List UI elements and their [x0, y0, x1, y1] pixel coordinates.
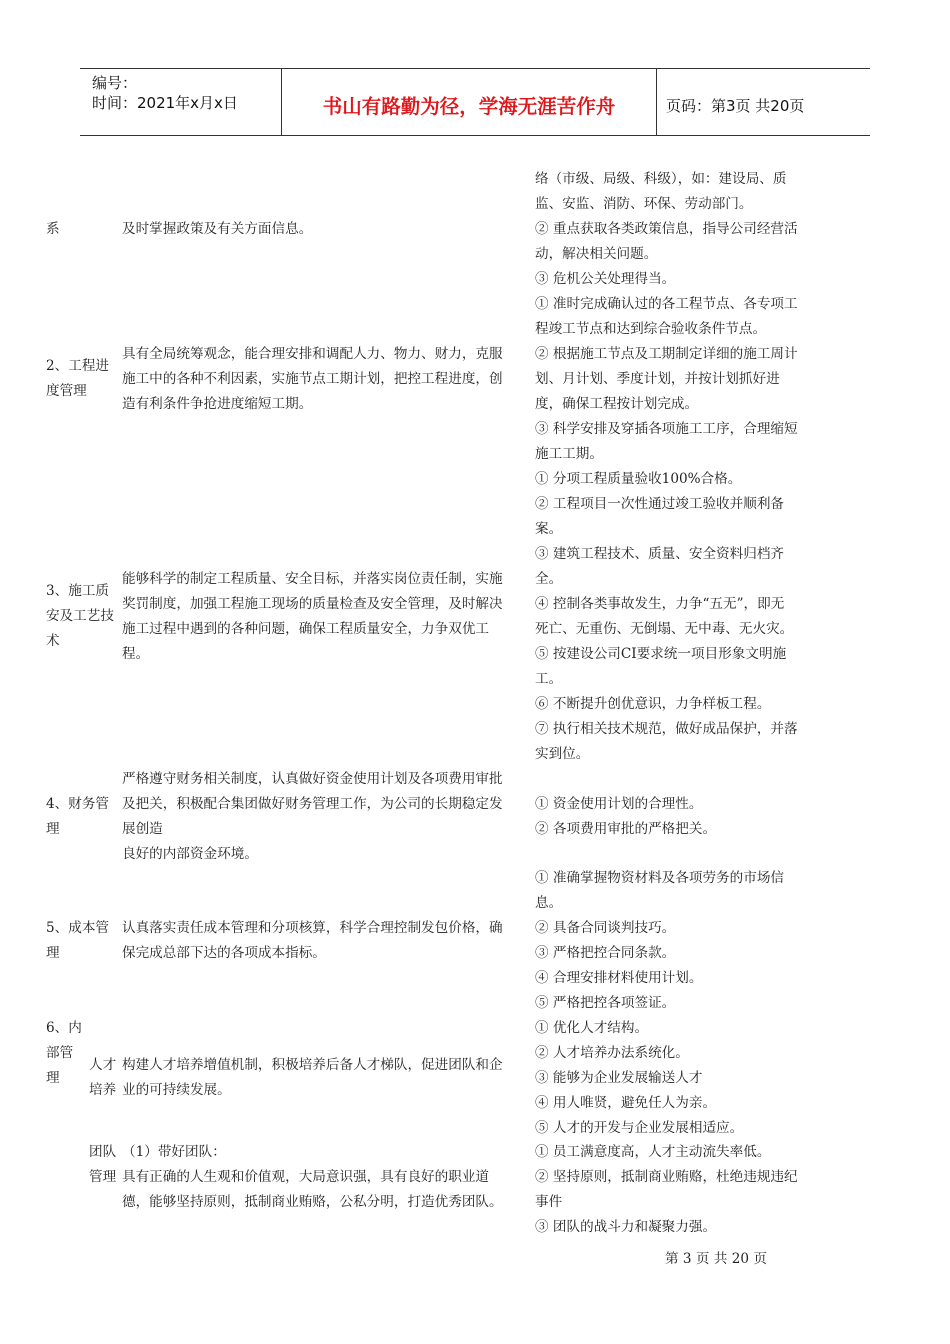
row-description: 具有正确的人生观和价值观，大局意识强，具有良好的职业道 [122, 1169, 490, 1185]
row-criteria-line: 全。 [535, 571, 563, 587]
row-criteria-line: ① 资金使用计划的合理性。 [535, 796, 703, 812]
row-criteria-line: ⑤ 按建设公司CI要求统一项目形象文明施 [535, 646, 787, 662]
row-description: 造有利条件争抢进度缩短工期。 [122, 396, 313, 412]
row-criteria-line: ① 优化人才结构。 [535, 1020, 649, 1036]
row-description: 认真落实责任成本管理和分项核算，科学合理控制发包价格，确 [122, 920, 503, 936]
header-page-number: 页码：第3页 共20页 [666, 97, 805, 115]
row-description: 严格遵守财务相关制度，认真做好资金使用计划及各项费用审批 [122, 771, 503, 787]
row-description: 施工中的各种不利因素，实施节点工期计划，把控工程进度，创 [122, 371, 503, 387]
row-description: 德，能够坚持原则，抵制商业贿赂，公私分明，打造优秀团队。 [122, 1194, 503, 1210]
row-criteria-line: ② 工程项目一次性通过竣工验收并顺利备 [535, 496, 785, 512]
row-criteria-line: 案。 [535, 521, 563, 537]
row-criteria-line: 死亡、无重伤、无倒塌、无中毒、无火灾。 [535, 621, 794, 637]
row-criteria-line: ② 坚持原则，抵制商业贿赂，杜绝违规违纪 [535, 1169, 798, 1185]
row-description: 展创造 [122, 821, 163, 837]
row-label: 系 [46, 221, 60, 237]
row-criteria-line: ③ 团队的战斗力和凝聚力强。 [535, 1219, 717, 1235]
row-label: 术 [46, 633, 60, 649]
row-description: 及时掌握政策及有关方面信息。 [122, 221, 313, 237]
row-criteria-line: 络（市级、局级、科级），如：建设局、质 [535, 171, 787, 187]
row-criteria-line: ⑤ 严格把控各项签证。 [535, 995, 676, 1011]
row-label: 部管 [46, 1045, 74, 1061]
row-label: 5、成本管 [46, 920, 110, 936]
row-criteria-line: 事件 [535, 1194, 563, 1210]
header-top-rule [80, 68, 870, 69]
row-description: 奖罚制度，加强工程施工现场的质量检查及安全管理，及时解决 [122, 596, 503, 612]
row-label: 6、内 [46, 1020, 82, 1036]
row-criteria-line: ⑥ 不断提升创优意识，力争样板工程。 [535, 696, 771, 712]
row-criteria-line: ③ 严格把控合同条款。 [535, 945, 676, 961]
row-label: 理 [46, 821, 60, 837]
row-criteria-line: 动，解决相关问题。 [535, 246, 658, 262]
row-criteria-line: ① 分项工程质量验收100%合格。 [535, 471, 742, 487]
footer-page-number: 第 3 页 共 20 页 [665, 1251, 767, 1267]
row-criteria-line: 工。 [535, 671, 563, 687]
row-label: 度管理 [46, 383, 87, 399]
row-criteria-line: ④ 控制各类事故发生，力争“五无”，即无 [535, 596, 785, 612]
row-label: 理 [46, 1070, 60, 1086]
row-description: 程。 [122, 646, 150, 662]
row-description: 及把关，积极配合集团做好财务管理工作，为公司的长期稳定发 [122, 796, 503, 812]
row-criteria-line: ④ 用人唯贤，避免任人为亲。 [535, 1095, 717, 1111]
sub-row-label: 人才 [89, 1057, 117, 1073]
row-description: 能够科学的制定工程质量、安全目标，并落实岗位责任制，实施 [122, 571, 503, 587]
row-criteria-line: ④ 合理安排材料使用计划。 [535, 970, 703, 986]
row-label: 理 [46, 945, 60, 961]
row-criteria-line: ② 重点获取各类政策信息，指导公司经营活 [535, 221, 798, 237]
row-description: 构建人才培养增值机制，积极培养后备人才梯队，促进团队和企 [122, 1057, 503, 1073]
row-label: 2、工程进 [46, 358, 110, 374]
row-label: 3、施工质 [46, 583, 110, 599]
row-criteria-line: ⑦ 执行相关技术规范，做好成品保护，并落 [535, 721, 798, 737]
sub-row-label: 团队 [89, 1144, 117, 1160]
row-criteria-line: 息。 [535, 895, 563, 911]
row-description: 业的可持续发展。 [122, 1082, 231, 1098]
row-criteria-line: 施工工期。 [535, 446, 603, 462]
row-criteria-line: ③ 能够为企业发展输送人才 [535, 1070, 703, 1086]
row-label: 安及工艺技 [46, 608, 114, 624]
row-criteria-line: ③ 建筑工程技术、质量、安全资料归档齐 [535, 546, 785, 562]
row-criteria-line: 实到位。 [535, 746, 590, 762]
row-criteria-line: 划、月计划、季度计划，并按计划抓好进 [535, 371, 780, 387]
row-criteria-line: ⑤ 人才的开发与企业发展相适应。 [535, 1120, 744, 1136]
row-criteria-line: ③ 危机公关处理得当。 [535, 271, 676, 287]
row-criteria-line: ② 根据施工节点及工期制定详细的施工周计 [535, 346, 798, 362]
row-description: 具有全局统筹观念，能合理安排和调配人力、物力、财力，克服 [122, 346, 503, 362]
row-criteria-line: ① 准确掌握物资材料及各项劳务的市场信 [535, 870, 785, 886]
header-bottom-rule [80, 135, 870, 136]
sub-row-label: 管理 [89, 1169, 117, 1185]
row-description: 良好的内部资金环境。 [122, 846, 258, 862]
header-motto: 书山有路勤为径，学海无涯苦作舟 [322, 95, 616, 118]
row-criteria-line: ③ 科学安排及穿插各项施工工序，合理缩短 [535, 421, 798, 437]
row-criteria-line: 程竣工节点和达到综合验收条件节点。 [535, 321, 767, 337]
row-criteria-line: ② 人才培养办法系统化。 [535, 1045, 689, 1061]
row-description: （1）带好团队： [122, 1144, 226, 1160]
row-criteria-line: 监、安监、消防、环保、劳动部门。 [535, 196, 753, 212]
row-description: 施工过程中遇到的各种问题，确保工程质量安全，力争双优工 [122, 621, 490, 637]
header-divider-right [656, 68, 657, 135]
row-description: 保完成总部下达的各项成本指标。 [122, 945, 326, 961]
sub-row-label: 培养 [89, 1082, 117, 1098]
row-criteria-line: ② 各项费用审批的严格把关。 [535, 821, 717, 837]
row-criteria-line: ① 准时完成确认过的各工程节点、各专项工 [535, 296, 798, 312]
header-document-number: 编号： [92, 74, 138, 92]
row-label: 4、财务管 [46, 796, 110, 812]
row-criteria-line: ① 员工满意度高，人才主动流失率低。 [535, 1144, 771, 1160]
row-criteria-line: ② 具备合同谈判技巧。 [535, 920, 676, 936]
row-criteria-line: 度，确保工程按计划完成。 [535, 396, 699, 412]
header-date: 时间：2021年x月x日 [92, 94, 238, 112]
